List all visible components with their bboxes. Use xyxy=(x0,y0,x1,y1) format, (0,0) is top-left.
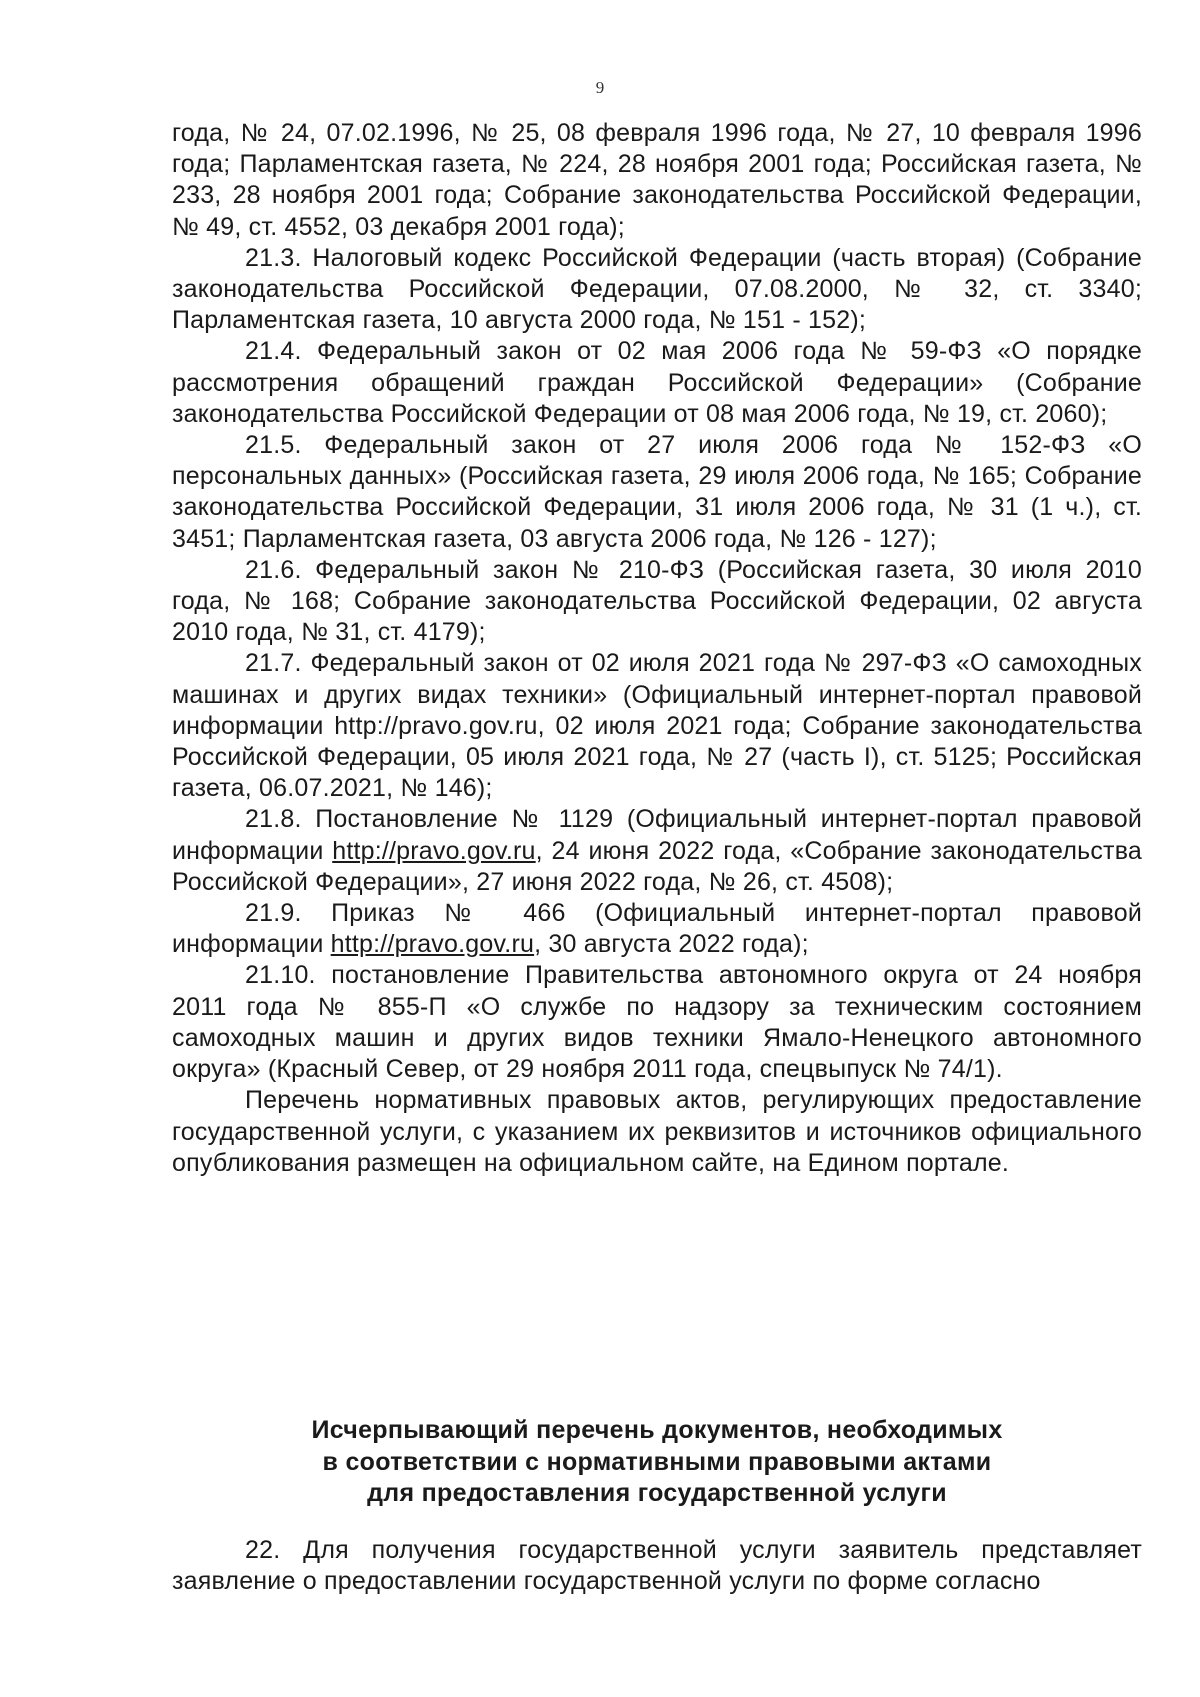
heading-line-3: для предоставления государственной услуги xyxy=(367,1479,947,1507)
section-22 xyxy=(172,1535,1142,1597)
list-item-21-8-tail: , 24 июня 2022 года, «Собрание законодательства Российской Федерации», 27 июня 2022 года, № 26, ст. 4508); xyxy=(172,836,1142,896)
list-item-21-10: 21.10. постановление Правительства автономного округа от 24 ноября 2011 года № 855-П «О службе по надзору за техническим состоянием самоходных машин и других видов техники Ямало-Ненецкого автономного округа» (Красный Север, от 29 ноября 2011 года, спецвыпуск № 74/1). xyxy=(172,961,1142,1084)
closing-paragraph: Перечень нормативных правовых актов, регулирующих предоставление государственной услуги, с указанием их реквизитов и источников официального опубликования размещен на официальном сайте, на Едином портале. xyxy=(172,1086,1142,1177)
pravo-link[interactable]: http://pravo.gov.ru xyxy=(332,836,536,865)
list-item-21-6: 21.6. Федеральный закон № 210-ФЗ (Российская газета, 30 июля 2010 года, № 168; Собрание законодательства Российской Федерации, 02 августа 2010 года, № 31, ст. 4179); xyxy=(172,555,1142,647)
section-22-text: 22. Для получения государственной услуги заявитель представляет заявление о предоставлении государственной услуги по форме согласно xyxy=(172,1536,1142,1596)
list-item-21-5: 21.5. Федеральный закон от 27 июля 2006 года № 152-ФЗ «О персональных данных» (Российская газета, 29 июля 2006 года, № 165; Собрание законодательства Российской Федерации, 31 июля 2006 года, № 31 (1 ч.), ст. 3451; Парламентская газета, 03 августа 2006 года, № 126 - 127); xyxy=(172,431,1142,553)
page-number: 9 xyxy=(595,78,605,97)
list-item-21-7: 21.7. Федеральный закон от 02 июля 2021 года № 297-ФЗ «О самоходных машинах и других видах техники» (Официальный интернет-портал правовой информации http://pravo.gov.ru, 02 июля 2021 года; Собрание законодательства Российской Федерации, 05 июля 2021 года, № 27 (часть I), ст. 5125; Российская газета, 06.07.2021, № 146); xyxy=(172,649,1142,803)
list-item-21-8 xyxy=(172,804,1142,898)
list-item-21-4: 21.4. Федеральный закон от 02 мая 2006 года № 59-ФЗ «О порядке рассмотрения обращений граждан Российской Федерации» (Собрание законодательства Российской Федерации от 08 мая 2006 года, № 19, ст. 2060); xyxy=(172,337,1142,428)
heading-line-1: Исчерпывающий перечень документов, необходимых xyxy=(311,1416,1003,1444)
heading-line-2: в соответствии с нормативными правовыми актами xyxy=(322,1447,992,1476)
section-heading xyxy=(172,1415,1142,1510)
document-body xyxy=(172,118,1142,1179)
list-item-21-3: 21.3. Налоговый кодекс Российской Федерации (часть вторая) (Собрание законодательства Российской Федерации, 07.08.2000, № 32, ст. 3340; Парламентская газета, 10 августа 2000 года, № 151 - 152); xyxy=(172,243,1142,335)
pravo-link[interactable]: http://pravo.gov.ru xyxy=(330,930,535,959)
list-item-21-9-tail: , 30 августа 2022 года); xyxy=(534,930,809,959)
list-item-21-9 xyxy=(172,898,1142,960)
list-item-21-9-text: 21.9. Приказ № 466 (Официальный интернет-портал правовой информации xyxy=(172,899,1142,959)
list-item-21-8-text: 21.8. Постановление № 1129 (Официальный интернет-портал правовой информации xyxy=(172,805,1142,865)
lead-paragraph: года, № 24, 07.02.1996, № 25, 08 февраля 1996 года, № 27, 10 февраля 1996 года; Парламентская газета, № 224, 28 ноября 2001 года; Российская газета, № 233, 28 ноября 2001 года; Собрание законодательства Российской Федерации, № 49, ст. 4552, 03 декабря 2001 года); xyxy=(172,119,1142,241)
